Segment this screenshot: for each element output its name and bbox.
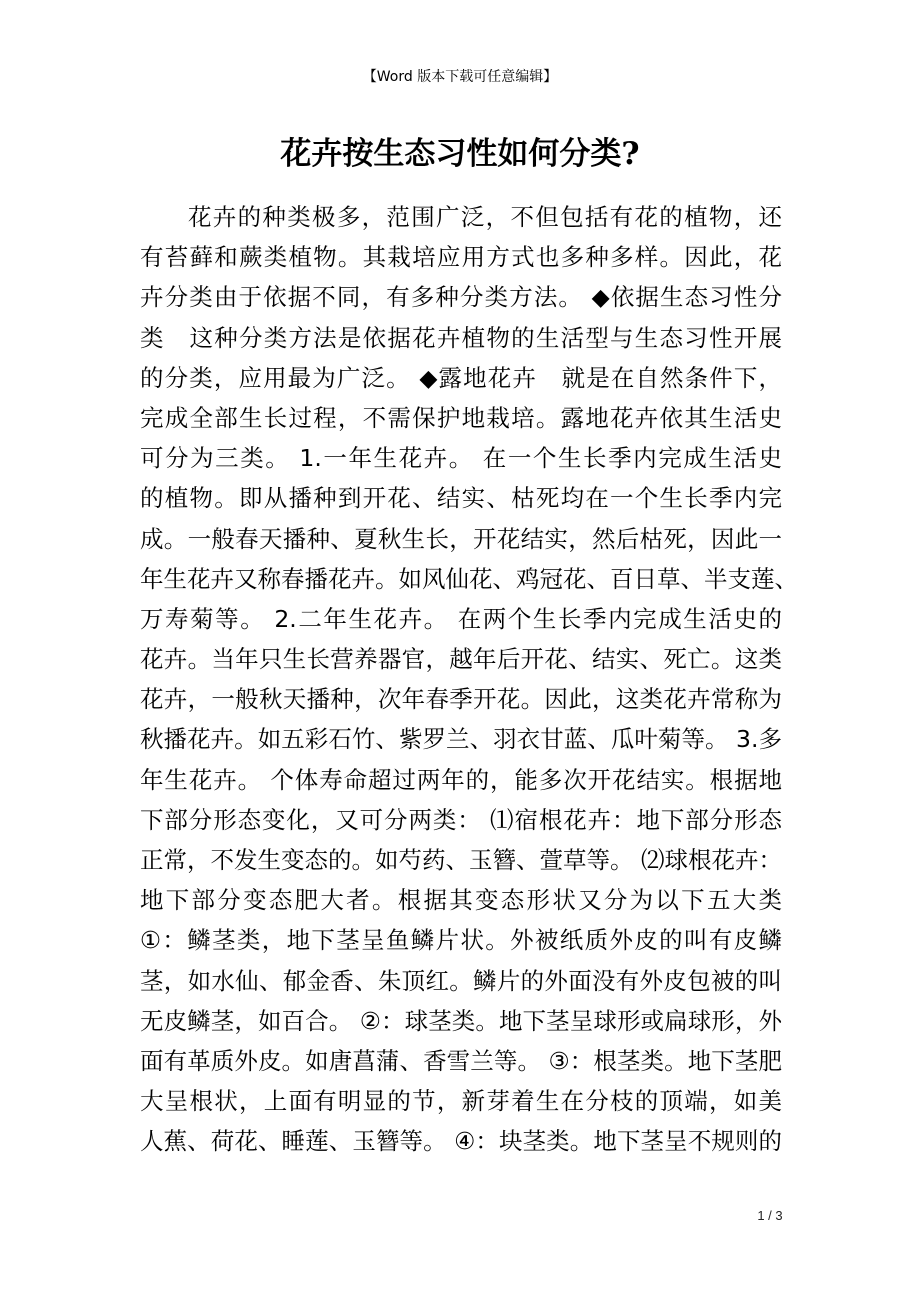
- document-title: 花卉按生态习性如何分类?: [280, 136, 640, 172]
- text-line: 大呈根状，上面有明显的节，新芽着生在分枝的顶端，如美: [140, 1087, 782, 1116]
- text-line: 卉分类由于依据不同，有多种分类方法。 ◆依据生态习性分: [140, 283, 782, 312]
- text-line: 的植物。即从播种到开花、结实、枯死均在一个生长季内完: [140, 484, 782, 513]
- text-line: 地下部分变态肥大者。根据其变态形状又分为以下五大类: [140, 886, 782, 915]
- text-line: 万寿菊等。 2.二年生花卉。 在两个生长季内完成生活史的: [140, 604, 782, 633]
- text-line: 的分类，应用最为广泛。 ◆露地花卉 就是在自然条件下，: [140, 363, 782, 392]
- text-line: 花卉，一般秋天播种，次年春季开花。因此，这类花卉常称为: [140, 685, 782, 714]
- text-line: 成。一般春天播种、夏秋生长，开花结实，然后枯死，因此一: [140, 524, 782, 553]
- text-line: 花卉。当年只生长营养器官，越年后开花、结实、死亡。这类: [140, 645, 782, 674]
- text-line: 正常，不发生变态的。如芍药、玉簪、萱草等。 ⑵球根花卉：: [140, 846, 782, 874]
- text-line: ①：鳞茎类，地下茎呈鱼鳞片状。外被纸质外皮的叫有皮鳞: [140, 926, 782, 955]
- page-number: 1 / 3: [757, 1208, 783, 1223]
- text-line: 类 这种分类方法是依据花卉植物的生活型与生态习性开展: [140, 323, 782, 352]
- text-line: 茎，如水仙、郁金香、朱顶红。鳞片的外面没有外皮包被的叫: [140, 966, 782, 995]
- text-line: 花卉的种类极多，范围广泛，不但包括有花的植物，还: [188, 203, 782, 231]
- document-body: [140, 197, 798, 1162]
- page-header: 【Word 版本下载可任意编辑】: [362, 69, 558, 85]
- text-line: 有苔藓和蕨类植物。其栽培应用方式也多种多样。因此，花: [140, 243, 782, 272]
- text-line: 完成全部生长过程，不需保护地栽培。露地花卉依其生活史: [140, 403, 782, 432]
- text-line: 面有革质外皮。如唐菖蒲、香雪兰等。 ③：根茎类。地下茎肥: [140, 1046, 782, 1075]
- text-line: 人蕉、荷花、睡莲、玉簪等。 ④：块茎类。地下茎呈不规则的: [140, 1127, 782, 1156]
- text-line: 可分为三类。 1.一年生花卉。 在一个生长季内完成生活史: [140, 444, 782, 473]
- text-line: 秋播花卉。如五彩石竹、紫罗兰、羽衣甘蓝、瓜叶菊等。 3.多: [140, 725, 782, 754]
- text-line: 下部分形态变化，又可分两类： ⑴宿根花卉：地下部分形态: [140, 805, 782, 834]
- text-line: 年生花卉。 个体寿命超过两年的，能多次开花结实。根据地: [140, 765, 782, 794]
- text-line: 无皮鳞茎，如百合。 ②：球茎类。地下茎呈球形或扁球形，外: [140, 1006, 782, 1035]
- text-line: 年生花卉又称春播花卉。如风仙花、鸡冠花、百日草、半支莲、: [140, 564, 798, 593]
